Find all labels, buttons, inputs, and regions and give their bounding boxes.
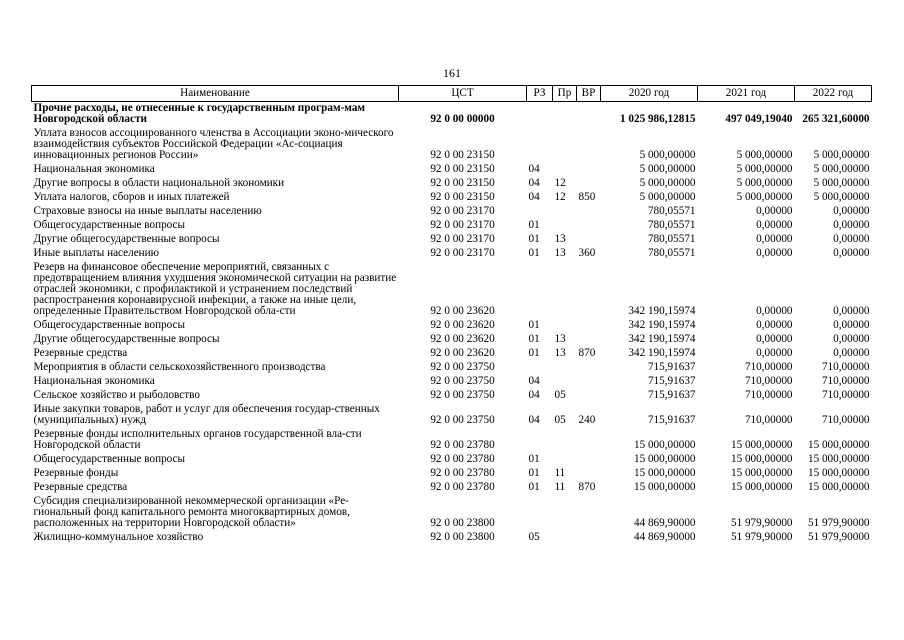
row-vr-cell [577, 127, 601, 163]
row-vr-cell: 850 [578, 191, 596, 203]
row-rz-cell [527, 361, 553, 375]
row-cst-cell: 92 0 00 23620 [430, 305, 495, 317]
budget-table [31, 85, 872, 545]
row-rz-cell [527, 495, 553, 531]
row-vr-cell [577, 495, 601, 531]
row-name-cell: Уплата налогов, сборов и иных платежей [33, 191, 230, 203]
table-row [32, 127, 872, 163]
row-cst-cell: 92 0 00 23780 [430, 439, 495, 451]
row-rz-cell: 01 [528, 453, 540, 465]
row-vr-cell [577, 219, 601, 233]
table-row [32, 191, 872, 205]
row-2020-cell: 342 190,15974 [628, 305, 696, 317]
row-2021-cell: 0,00000 [756, 247, 793, 259]
table-row [32, 467, 872, 481]
row-pr-cell [553, 127, 577, 163]
row-2021-cell: 710,00000 [744, 375, 793, 387]
row-vr-cell [577, 261, 601, 319]
row-cst-cell: 92 0 00 23750 [430, 375, 495, 387]
row-2022-cell: 5 000,00000 [813, 149, 870, 161]
row-2022-cell: 0,00000 [833, 205, 870, 217]
row-name-cell: Другие вопросы в области национальной экономики [33, 177, 285, 189]
row-2022-cell: 710,00000 [821, 414, 870, 426]
row-2020-cell: 715,91637 [647, 414, 696, 426]
row-2021-cell: 0,00000 [756, 319, 793, 331]
row-2021-cell: 497 049,19040 [725, 113, 793, 125]
table-row [32, 205, 872, 219]
table-row [32, 428, 872, 453]
table-row [32, 481, 872, 495]
table-row [32, 319, 872, 333]
row-vr-cell: 870 [578, 481, 596, 493]
row-cst-cell: 92 0 00 23750 [430, 389, 495, 401]
row-vr-cell [577, 375, 601, 389]
row-cst-cell: 92 0 00 23620 [430, 347, 495, 359]
row-cst-cell: 92 0 00 23750 [430, 361, 495, 373]
row-vr-cell [577, 361, 601, 375]
row-2020-cell: 1 025 986,12815 [619, 113, 696, 125]
table-row [32, 389, 872, 403]
row-2021-cell: 15 000,00000 [730, 481, 793, 493]
row-2022-cell: 710,00000 [821, 361, 870, 373]
row-2020-cell: 15 000,00000 [633, 439, 696, 451]
row-2020-cell: 15 000,00000 [633, 453, 696, 465]
row-2020-cell: 780,05571 [647, 247, 696, 259]
row-2020-cell: 15 000,00000 [633, 467, 696, 479]
row-pr-cell: 13 [554, 347, 566, 359]
row-2022-cell: 15 000,00000 [807, 481, 870, 493]
row-rz-cell: 01 [528, 347, 540, 359]
table-row [32, 531, 872, 545]
row-2021-cell: 5 000,00000 [736, 163, 793, 175]
row-2021-cell: 0,00000 [756, 333, 793, 345]
row-cst-cell: 92 0 00 23150 [430, 163, 495, 175]
row-2022-cell: 51 979,90000 [807, 517, 870, 529]
row-pr-cell: 05 [554, 389, 566, 401]
page-number: 161 [443, 66, 461, 80]
table-row [32, 333, 872, 347]
row-name-cell: Иные выплаты населению [33, 247, 159, 259]
row-name-cell: Иные закупки товаров, работ и услуг для обеспечения государ-ственных (муниципальных) нужд [33, 403, 380, 426]
row-name-cell: Резервные средства [33, 481, 128, 493]
row-rz-cell: 04 [528, 414, 540, 426]
row-pr-cell [553, 428, 577, 453]
row-vr-cell [577, 177, 601, 191]
row-vr-cell: 360 [578, 247, 596, 259]
row-2022-cell: 0,00000 [833, 305, 870, 317]
table-row [32, 102, 872, 128]
table-row [32, 219, 872, 233]
table-row [32, 233, 872, 247]
row-2021-cell: 710,00000 [744, 389, 793, 401]
row-cst-cell: 92 0 00 23170 [430, 247, 495, 259]
row-name-cell: Резервные фонды [33, 467, 119, 479]
row-rz-cell: 01 [528, 247, 540, 259]
row-2022-cell: 15 000,00000 [807, 467, 870, 479]
row-name-cell: Жилищно-коммунальное хозяйство [33, 531, 204, 543]
table-body [32, 102, 872, 546]
row-cst-cell: 92 0 00 23150 [430, 149, 495, 161]
row-vr-cell: 240 [578, 414, 596, 426]
row-2022-cell: 15 000,00000 [807, 453, 870, 465]
row-2022-cell: 0,00000 [833, 219, 870, 231]
column-header-vr: ВР [577, 86, 601, 102]
row-pr-cell [553, 219, 577, 233]
row-rz-cell: 01 [528, 233, 540, 245]
row-cst-cell: 92 0 00 23150 [430, 177, 495, 189]
row-name-cell: Прочие расходы, не отнесенные к государственным програм-мам Новгородской области [33, 102, 366, 125]
row-name-cell: Другие общегосударственные вопросы [33, 333, 220, 345]
row-2021-cell: 15 000,00000 [730, 467, 793, 479]
row-rz-cell: 04 [528, 191, 540, 203]
row-rz-cell [527, 261, 553, 319]
row-name-cell: Резервные фонды исполнительных органов государственной вла-сти Новгородской области [33, 428, 362, 451]
table-row [32, 361, 872, 375]
row-2022-cell: 0,00000 [833, 247, 870, 259]
table-row [32, 375, 872, 389]
row-2020-cell: 44 869,90000 [633, 531, 696, 543]
row-2022-cell: 710,00000 [821, 389, 870, 401]
row-pr-cell: 11 [554, 481, 566, 493]
table-row [32, 177, 872, 191]
row-2020-cell: 342 190,15974 [628, 347, 696, 359]
row-vr-cell [577, 233, 601, 247]
row-2020-cell: 5 000,00000 [639, 149, 696, 161]
row-2022-cell: 0,00000 [833, 333, 870, 345]
row-rz-cell: 01 [528, 467, 540, 479]
row-pr-cell [553, 453, 577, 467]
row-vr-cell [577, 205, 601, 219]
row-pr-cell: 13 [554, 233, 566, 245]
row-cst-cell: 92 0 00 23620 [430, 333, 495, 345]
row-cst-cell: 92 0 00 23170 [430, 219, 495, 231]
row-2021-cell: 5 000,00000 [736, 177, 793, 189]
row-2022-cell: 265 321,60000 [802, 113, 870, 125]
row-2021-cell: 5 000,00000 [736, 191, 793, 203]
column-header-cst: ЦСТ [399, 86, 527, 102]
table-row [32, 403, 872, 428]
row-rz-cell: 01 [528, 333, 540, 345]
row-name-cell: Резерв на финансовое обеспечение мероприятий, связанных с предотвращением влияния ухудшения экономической ситуации на развитие отраслей экономики, с профилактикой и устранением последствий распространения коронавирусной инфекции, а также на иные цели, определенные Правительством Новгородской обла-сти [33, 261, 397, 317]
row-pr-cell: 12 [554, 191, 566, 203]
row-name-cell: Субсидия специализированной некоммерческой организации «Ре-гиональный фонд капитального ремонта многоквартирных домов, расположенных на территории Новгородской области» [33, 495, 350, 529]
row-2020-cell: 15 000,00000 [633, 481, 696, 493]
row-vr-cell [577, 333, 601, 347]
column-header-pr: Пр [553, 86, 577, 102]
column-header-name: Наименование [32, 86, 399, 102]
row-2020-cell: 5 000,00000 [639, 177, 696, 189]
row-rz-cell [527, 102, 553, 128]
row-2020-cell: 715,91637 [647, 375, 696, 387]
row-name-cell: Общегосударственные вопросы [33, 453, 186, 465]
row-2021-cell: 5 000,00000 [736, 149, 793, 161]
row-2021-cell: 51 979,90000 [730, 531, 793, 543]
row-2021-cell: 0,00000 [756, 347, 793, 359]
column-header-rz: РЗ [527, 86, 553, 102]
column-header-2021: 2021 год [698, 86, 795, 102]
row-cst-cell: 92 0 00 23800 [430, 531, 495, 543]
row-2020-cell: 780,05571 [647, 233, 696, 245]
row-name-cell: Национальная экономика [33, 375, 155, 387]
row-vr-cell [577, 467, 601, 481]
row-cst-cell: 92 0 00 23170 [430, 205, 495, 217]
row-cst-cell: 92 0 00 23780 [430, 453, 495, 465]
row-cst-cell: 92 0 00 23800 [430, 517, 495, 529]
row-2022-cell: 710,00000 [821, 375, 870, 387]
table-row [32, 495, 872, 531]
row-2020-cell: 780,05571 [647, 219, 696, 231]
row-vr-cell [577, 453, 601, 467]
row-rz-cell [527, 428, 553, 453]
row-2021-cell: 15 000,00000 [730, 453, 793, 465]
table-row [32, 261, 872, 319]
row-pr-cell: 11 [554, 467, 566, 479]
row-rz-cell: 01 [528, 319, 540, 331]
row-rz-cell: 01 [528, 219, 540, 231]
row-name-cell: Другие общегосударственные вопросы [33, 233, 220, 245]
row-pr-cell: 12 [554, 177, 566, 189]
row-cst-cell: 92 0 00 23750 [430, 414, 495, 426]
row-rz-cell: 04 [528, 375, 540, 387]
row-pr-cell [553, 205, 577, 219]
row-pr-cell [553, 319, 577, 333]
row-vr-cell [577, 102, 601, 128]
row-rz-cell: 04 [528, 177, 540, 189]
row-rz-cell: 04 [528, 389, 540, 401]
row-vr-cell [577, 163, 601, 177]
row-cst-cell: 92 0 00 23150 [430, 191, 495, 203]
row-2020-cell: 715,91637 [647, 361, 696, 373]
row-pr-cell [553, 163, 577, 177]
row-2020-cell: 342 190,15974 [628, 319, 696, 331]
row-2021-cell: 0,00000 [756, 305, 793, 317]
row-rz-cell [527, 205, 553, 219]
column-header-2022: 2022 год [795, 86, 872, 102]
table-row [32, 347, 872, 361]
row-cst-cell: 92 0 00 23620 [430, 319, 495, 331]
row-pr-cell [553, 361, 577, 375]
row-vr-cell [577, 389, 601, 403]
table-row [32, 453, 872, 467]
row-2020-cell: 780,05571 [647, 205, 696, 217]
row-vr-cell [577, 319, 601, 333]
column-header-2020: 2020 год [601, 86, 698, 102]
row-2022-cell: 0,00000 [833, 319, 870, 331]
row-pr-cell: 05 [554, 414, 566, 426]
row-2021-cell: 710,00000 [744, 361, 793, 373]
row-name-cell: Сельское хозяйство и рыболовство [33, 389, 200, 401]
row-cst-cell: 92 0 00 23170 [430, 233, 495, 245]
row-2020-cell: 5 000,00000 [639, 191, 696, 203]
table-header-row [32, 86, 872, 102]
row-2020-cell: 715,91637 [647, 389, 696, 401]
row-pr-cell [553, 531, 577, 545]
row-pr-cell: 13 [554, 247, 566, 259]
row-name-cell: Общегосударственные вопросы [33, 319, 186, 331]
row-rz-cell: 04 [528, 163, 540, 175]
row-2021-cell: 15 000,00000 [730, 439, 793, 451]
row-2022-cell: 15 000,00000 [807, 439, 870, 451]
row-2021-cell: 0,00000 [756, 219, 793, 231]
row-2021-cell: 0,00000 [756, 205, 793, 217]
row-2021-cell: 0,00000 [756, 233, 793, 245]
row-pr-cell [553, 102, 577, 128]
row-name-cell: Национальная экономика [33, 163, 155, 175]
row-pr-cell: 13 [554, 333, 566, 345]
row-2022-cell: 0,00000 [833, 233, 870, 245]
row-2020-cell: 44 869,90000 [633, 517, 696, 529]
row-pr-cell [553, 261, 577, 319]
table-row [32, 247, 872, 261]
row-2021-cell: 51 979,90000 [730, 517, 793, 529]
row-rz-cell: 01 [528, 481, 540, 493]
row-vr-cell [577, 531, 601, 545]
row-cst-cell: 92 0 00 00000 [430, 113, 495, 125]
row-rz-cell: 05 [528, 531, 540, 543]
row-name-cell: Страховые взносы на иные выплаты населению [33, 205, 262, 217]
row-pr-cell [553, 375, 577, 389]
table-row [32, 163, 872, 177]
row-name-cell: Общегосударственные вопросы [33, 219, 186, 231]
row-vr-cell [577, 428, 601, 453]
row-2022-cell: 51 979,90000 [807, 531, 870, 543]
row-name-cell: Мероприятия в области сельскохозяйственного производства [33, 361, 326, 373]
row-pr-cell [553, 495, 577, 531]
row-2020-cell: 5 000,00000 [639, 163, 696, 175]
row-2022-cell: 5 000,00000 [813, 177, 870, 189]
row-cst-cell: 92 0 00 23780 [430, 481, 495, 493]
row-rz-cell [527, 127, 553, 163]
row-2022-cell: 0,00000 [833, 347, 870, 359]
row-cst-cell: 92 0 00 23780 [430, 467, 495, 479]
row-name-cell: Уплата взносов ассоциированного членства в Ассоциации эконо-мического взаимодействия субъектов Российской Федерации «Ас-социация инновационных регионов России» [33, 127, 394, 161]
row-vr-cell: 870 [578, 347, 596, 359]
row-2022-cell: 5 000,00000 [813, 191, 870, 203]
row-name-cell: Резервные средства [33, 347, 128, 359]
row-2022-cell: 5 000,00000 [813, 163, 870, 175]
row-2020-cell: 342 190,15974 [628, 333, 696, 345]
row-2021-cell: 710,00000 [744, 414, 793, 426]
